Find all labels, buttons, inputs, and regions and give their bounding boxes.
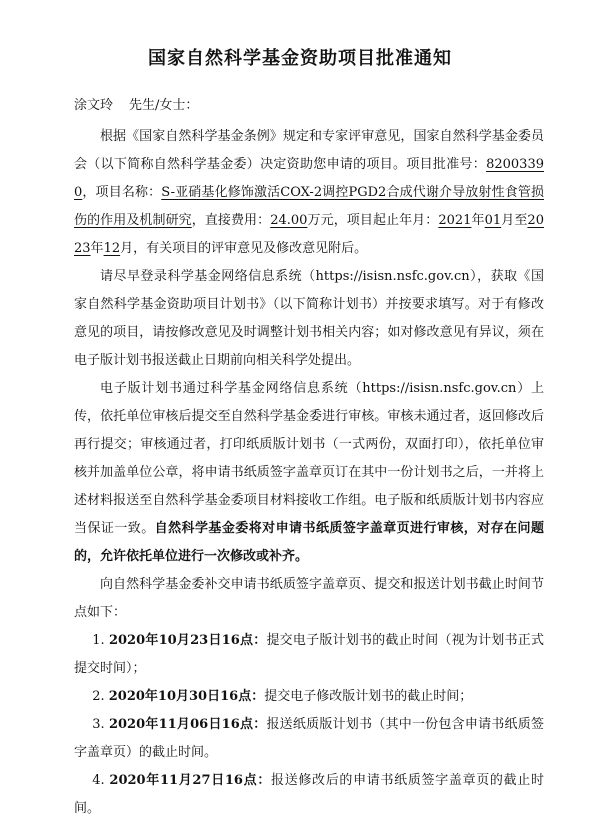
deadline-item: 2. 2020年10月30日16点：提交电子修改版计划书的截止时间； bbox=[92, 689, 473, 704]
recipient-name: 涂文玲 bbox=[74, 98, 114, 113]
deadline-date: 2020年10月23日16点： bbox=[108, 633, 267, 648]
deadline-date: 2020年10月30日16点： bbox=[108, 689, 265, 704]
project-name: S-亚硝基化修饰激活COX-2调控PGD2合成代谢介导放射性食管损伤的作用及机制研究 bbox=[74, 185, 544, 228]
end-month: 12 bbox=[103, 241, 121, 256]
end-year: 2023 bbox=[74, 213, 544, 256]
deadline-date: 2020年11月06日16点： bbox=[108, 717, 267, 732]
approval-paragraph: 根据《国家自然科学基金条例》规定和专家评审意见，国家自然科学基金委员会（以下简称自然科学基金委）决定资助您申请的项目。项目批准号：82003390，项目名称：S-亚硝基化修饰激活COX-2调控PGD2合成代谢介导放射性食管损伤的作用及机制研究，直接费用：24.00万元，项目起止年月：2021年01月至2023年12月，有关项目的评审意见及修改意见附后。 bbox=[74, 129, 544, 256]
deadline-item: 4. 2020年11月27日16点：报送修改后的申请书纸质签字盖章页的截止时间。 bbox=[74, 773, 544, 816]
deadline-item: 1. 2020年10月23日16点：提交电子版计划书的截止时间（视为计划书正式提交时间）； bbox=[74, 633, 544, 676]
approval-number: 82003390 bbox=[74, 157, 544, 200]
deadline-item: 3. 2020年11月06日16点：报送纸质版计划书（其中一份包含申请书纸质签字盖章页）的截止时间。 bbox=[74, 717, 544, 760]
submission-paragraph: 电子版计划书通过科学基金网络信息系统（https://isisn.nsfc.gov.cn）上传，依托单位审核后提交至自然科学基金委进行审核。审核未通过者，返回修改后再行提交；审核通过者，打印纸质版计划书（一式两份，双面打印），依托单位审核并加盖单位公章，将申请书纸质签字盖章页订在其中一份计划书之后，一并将上述材料报送至自然科学基金委项目材料接收工作组。电子版和纸质版计划书内容应当保证一致。自然科学基金委将对申请书纸质签字盖章页进行审核，对存在问题的，允许依托单位进行一次修改或补齐。 bbox=[74, 381, 544, 564]
direct-cost: 24.00 bbox=[270, 213, 308, 228]
deadline-date: 2020年11月27日16点： bbox=[109, 773, 272, 788]
page-title: 国家自然科学基金资助项目批准通知 bbox=[148, 48, 452, 69]
salutation bbox=[74, 92, 544, 120]
login-instructions-paragraph: 请尽早登录科学基金网络信息系统（https://isisn.nsfc.gov.cn），获取《国家自然科学基金资助项目计划书》（以下简称计划书）并按要求填写。对于有修改意见的项目，请按修改意见及时调整计划书相关内容；如对修改意见有异议，须在电子版计划书报送截止日期前向相关科学处提出。 bbox=[74, 269, 544, 368]
notice-body bbox=[74, 92, 544, 823]
recipient-honorific: 先生/女士： bbox=[129, 98, 199, 113]
start-year: 2021 bbox=[438, 213, 472, 228]
bold-notice: 自然科学基金委将对申请书纸质签字盖章页进行审核，对存在问题的，允许依托单位进行一次修改或补齐。 bbox=[74, 521, 544, 564]
deadlines-intro: 向自然科学基金委补交申请书纸质签字盖章页、提交和报送计划书截止时间节点如下： bbox=[74, 577, 544, 620]
start-month: 01 bbox=[484, 213, 502, 228]
